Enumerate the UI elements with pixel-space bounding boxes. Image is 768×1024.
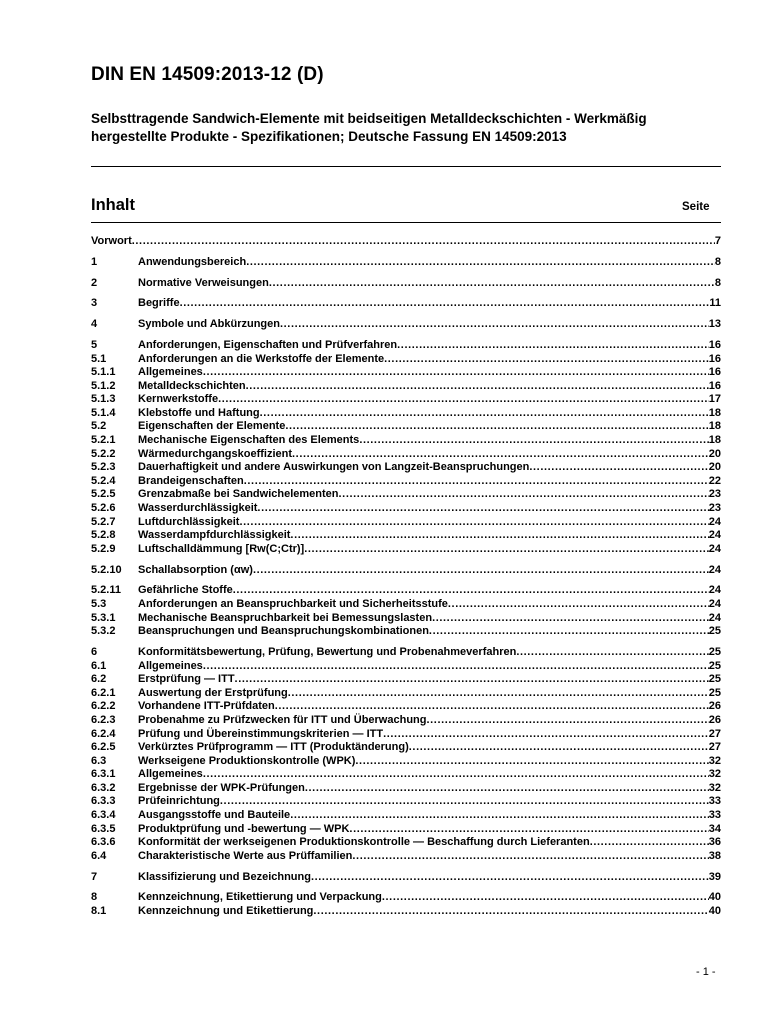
toc-dot-leader: [290, 529, 708, 543]
toc-dot-leader: [246, 256, 715, 270]
toc-entry-number: 5.2.4: [91, 474, 116, 487]
toc-entry-title: Luftschalldämmung [Rw(C;Ctr)]: [138, 542, 305, 555]
toc-dot-leader: [339, 488, 709, 502]
toc-entry-number: 5.1.3: [91, 393, 116, 406]
toc-entry[interactable]: [91, 461, 721, 475]
toc-entry-page: 25: [708, 686, 721, 699]
toc-entry-page: 18: [708, 406, 721, 419]
toc-entry[interactable]: [91, 871, 721, 885]
toc-dot-leader: [359, 434, 708, 448]
toc-entry-title: Normative Verweisungen: [138, 276, 269, 289]
toc-entry-title: Konformitätsbewertung, Prüfung, Bewertung und Probenahmeverfahren: [138, 645, 517, 658]
toc-entry-title: Mechanische Eigenschaften des Elements: [138, 434, 360, 447]
toc-entry[interactable]: [91, 795, 721, 809]
toc-dot-leader: [409, 741, 709, 755]
toc-entry-number: 6.2.5: [91, 741, 116, 754]
toc-entry-number: 8.1: [91, 905, 107, 917]
toc-entry[interactable]: [91, 598, 721, 612]
toc-entry-page: 23: [708, 502, 721, 515]
toc-entry-title: Kernwerkstoffe: [138, 393, 219, 406]
toc-entry-title: Vorwort: [91, 235, 132, 247]
table-of-contents: [91, 235, 721, 919]
toc-divider: [91, 222, 721, 223]
toc-entry[interactable]: [91, 488, 721, 502]
toc-entry-page: 25: [708, 625, 721, 638]
toc-dot-leader: [257, 502, 708, 516]
toc-dot-leader: [311, 871, 709, 885]
toc-entry[interactable]: [91, 823, 721, 837]
toc-entry-title: Anforderungen an die Werkstoffe der Elemente: [138, 352, 385, 365]
toc-dot-leader: [432, 612, 709, 626]
toc-dot-leader: [292, 448, 709, 462]
toc-entry[interactable]: [91, 625, 721, 639]
toc-entry-page: 20: [708, 461, 721, 474]
toc-entry-page: 32: [708, 781, 721, 794]
toc-entry-number: 5.1.2: [91, 379, 116, 392]
toc-dot-leader: [349, 823, 708, 837]
toc-dot-leader: [304, 543, 709, 557]
toc-entry-number: 5.1.4: [91, 406, 116, 419]
toc-entry-number: 6.1: [91, 659, 107, 672]
toc-entry[interactable]: [91, 529, 721, 543]
toc-entry-number: 6.3: [91, 754, 107, 767]
toc-entry-number: 5.1.1: [91, 366, 116, 379]
toc-entry-number: 5.2.2: [91, 447, 116, 460]
toc-dot-leader: [516, 646, 708, 660]
toc-entry[interactable]: [91, 564, 721, 578]
toc-entry-number: 5.2.9: [91, 542, 116, 555]
toc-entry-number: 4: [91, 318, 98, 331]
toc-entry-title: Kennzeichnung und Etikettierung: [138, 905, 314, 917]
toc-entry-page: 33: [708, 795, 721, 808]
toc-dot-leader: [383, 728, 709, 742]
toc-entry-number: 6.2.2: [91, 700, 116, 713]
toc-page-column-label: Seite: [682, 201, 710, 213]
toc-entry[interactable]: [91, 755, 721, 769]
page-number: - 1 -: [696, 966, 716, 978]
toc-entry-page: 24: [708, 563, 721, 576]
toc-entry-page: 24: [708, 515, 721, 528]
toc-entry-title: Begriffe: [138, 297, 180, 310]
toc-entry[interactable]: [91, 502, 721, 516]
toc-entry-page: 16: [708, 366, 721, 379]
toc-entry-title: Dauerhaftigkeit und andere Auswirkungen von Langzeit-Beanspruchungen: [138, 461, 530, 474]
toc-entry-page: 34: [708, 822, 721, 835]
toc-entry[interactable]: [91, 297, 721, 311]
toc-entry-number: 6.3.6: [91, 836, 116, 849]
toc-entry-page: 36: [708, 836, 721, 849]
toc-entry-number: 5.2: [91, 420, 107, 433]
toc-entry-title: Mechanische Beanspruchbarkeit bei Bemessungslasten: [138, 611, 433, 624]
toc-entry-number: 6.3.3: [91, 795, 116, 808]
toc-entry-number: 6.2.4: [91, 727, 116, 740]
toc-entry[interactable]: [91, 905, 721, 919]
toc-entry-number: 6.2.3: [91, 713, 116, 726]
toc-dot-leader: [352, 850, 708, 864]
toc-entry-page: 26: [708, 713, 721, 726]
toc-entry[interactable]: [91, 646, 721, 660]
toc-entry-title: Gefährliche Stoffe: [138, 584, 233, 597]
toc-entry-page: 27: [708, 741, 721, 754]
toc-dot-leader: [180, 297, 710, 311]
toc-entry-title: Schallabsorption (αw): [138, 563, 253, 576]
toc-entry-title: Klassifizierung und Bezeichnung: [138, 870, 311, 883]
toc-entry-page: 16: [708, 352, 721, 365]
toc-entry[interactable]: [91, 420, 721, 434]
toc-entry-page: 32: [708, 754, 721, 767]
toc-dot-leader: [235, 673, 709, 687]
toc-entry-number: 2: [91, 276, 98, 289]
toc-entry-title: Erstprüfung — ITT: [138, 673, 235, 686]
toc-entry-page: 24: [708, 584, 721, 597]
toc-entry[interactable]: [91, 366, 721, 380]
toc-entry-page: 24: [708, 529, 721, 542]
title-divider: [91, 166, 721, 167]
toc-dot-leader: [280, 318, 709, 332]
toc-entry[interactable]: [91, 407, 721, 421]
toc-entry[interactable]: [91, 741, 721, 755]
toc-dot-leader: [590, 836, 709, 850]
toc-entry-title: Brandeigenschaften: [138, 474, 244, 487]
toc-entry-title: Symbole und Abkürzungen: [138, 318, 280, 331]
document-subtitle: Selbsttragende Sandwich-Elemente mit beidseitigen Metalldeckschichten - Werkmäßig hergestellte Produkte - Spezifikationen; Deutsche Fassung EN 14509:2013: [91, 111, 647, 144]
toc-entry-title: Allgemeines: [138, 659, 203, 672]
toc-entry-number: 6.2: [91, 673, 107, 686]
toc-entry[interactable]: [91, 612, 721, 626]
toc-dot-leader: [290, 809, 709, 823]
toc-dot-leader: [305, 782, 709, 796]
toc-entry[interactable]: [91, 448, 721, 462]
toc-dot-leader: [203, 768, 709, 782]
toc-entry-title: Allgemeines: [138, 768, 203, 781]
toc-entry[interactable]: [91, 516, 721, 530]
toc-entry-number: 5.1: [91, 352, 107, 365]
toc-entry-page: 26: [708, 700, 721, 713]
toc-dot-leader: [239, 516, 708, 530]
toc-dot-leader: [269, 277, 715, 291]
toc-entry-page: 39: [708, 870, 721, 883]
toc-dot-leader: [529, 461, 708, 475]
toc-entry-number: 1: [91, 255, 98, 268]
toc-entry[interactable]: [91, 768, 721, 782]
toc-entry[interactable]: [91, 434, 721, 448]
toc-entry-title: Produktprüfung und -bewertung — WPK: [138, 822, 350, 835]
toc-entry-page: 40: [708, 891, 721, 904]
toc-entry-title: Klebstoffe und Haftung: [138, 406, 260, 419]
toc-entry-title: Allgemeines: [138, 366, 203, 379]
toc-entry-title: Beanspruchungen und Beanspruchungskombinationen: [138, 625, 429, 638]
toc-entry-title: Vorhandene ITT-Prüfdaten: [138, 700, 275, 713]
toc-dot-leader: [218, 393, 709, 407]
toc-entry-number: 6.3.5: [91, 822, 116, 835]
toc-entry-page: 18: [708, 434, 721, 447]
toc-entry[interactable]: [91, 353, 721, 367]
toc-entry-title: Auswertung der Erstprüfung: [138, 686, 288, 699]
toc-dot-leader: [313, 905, 708, 919]
toc-entry-number: 5.3: [91, 597, 107, 610]
toc-dot-leader: [288, 687, 709, 701]
toc-dot-leader: [384, 353, 709, 367]
toc-entry-title: Ausgangsstoffe und Bauteile: [138, 809, 291, 822]
toc-entry-page: 22: [708, 474, 721, 487]
toc-entry-title: Wasserdampfdurchlässigkeit: [138, 529, 291, 542]
toc-entry-number: 5.2.10: [91, 563, 122, 576]
toc-entry[interactable]: [91, 543, 721, 557]
toc-dot-leader: [426, 714, 708, 728]
toc-dot-leader: [285, 420, 708, 434]
toc-entry-number: 6.3.2: [91, 781, 116, 794]
toc-entry-title: Eigenschaften der Elemente: [138, 420, 286, 433]
toc-dot-leader: [233, 584, 709, 598]
toc-entry-title: Konformität der werkseigenen Produktionskontrolle — Beschaffung durch Lieferanten: [138, 836, 590, 849]
toc-entry[interactable]: [91, 700, 721, 714]
toc-entry-page: 25: [708, 673, 721, 686]
toc-entry-number: 5.2.8: [91, 529, 116, 542]
toc-entry-title: Probenahme zu Prüfzwecken für ITT und Überwachung: [138, 713, 427, 726]
toc-entry[interactable]: [91, 256, 721, 270]
toc-entry[interactable]: [91, 891, 721, 905]
document-title: DIN EN 14509:2013-12 (D): [91, 64, 324, 85]
toc-dot-leader: [203, 366, 709, 380]
toc-entry[interactable]: [91, 584, 721, 598]
toc-dot-leader: [355, 755, 708, 769]
toc-entry-title: Anwendungsbereich: [138, 255, 247, 268]
toc-entry-page: 32: [708, 768, 721, 781]
toc-entry-page: 33: [708, 809, 721, 822]
toc-entry-page: 18: [708, 420, 721, 433]
toc-entry-number: 5.3.1: [91, 611, 116, 624]
toc-entry[interactable]: [91, 380, 721, 394]
toc-entry-number: 6.3.4: [91, 809, 116, 822]
toc-entry-page: 8: [714, 255, 721, 268]
toc-entry-title: Ergebnisse der WPK-Prüfungen: [138, 781, 305, 794]
toc-entry[interactable]: [91, 809, 721, 823]
toc-entry-title: Verkürztes Prüfprogramm — ITT (Produktänderung): [138, 741, 409, 754]
toc-entry[interactable]: [91, 318, 721, 332]
toc-entry[interactable]: [91, 339, 721, 353]
toc-dot-leader: [382, 891, 709, 905]
toc-entry-number: 6.2.1: [91, 686, 116, 699]
toc-entry[interactable]: [91, 235, 721, 249]
toc-entry-title: Kennzeichnung, Etikettierung und Verpackung: [138, 891, 382, 904]
toc-entry-page: 40: [708, 905, 721, 917]
toc-entry-number: 5.2.11: [91, 584, 121, 597]
toc-dot-leader: [275, 700, 709, 714]
toc-entry[interactable]: [91, 393, 721, 407]
toc-entry-page: 24: [708, 611, 721, 624]
toc-entry-title: Anforderungen, Eigenschaften und Prüfverfahren: [138, 338, 398, 351]
toc-entry-title: Werkseigene Produktionskontrolle (WPK): [138, 754, 356, 767]
toc-entry-number: 3: [91, 297, 98, 310]
toc-entry[interactable]: [91, 277, 721, 291]
toc-entry-page: 8: [714, 276, 721, 289]
toc-dot-leader: [246, 380, 709, 394]
toc-entry-page: 38: [708, 849, 721, 862]
toc-entry-page: 7: [714, 235, 721, 247]
toc-entry-page: 23: [708, 488, 721, 501]
toc-entry[interactable]: [91, 728, 721, 742]
toc-dot-leader: [448, 598, 709, 612]
toc-entry-page: 20: [708, 447, 721, 460]
toc-entry[interactable]: [91, 714, 721, 728]
toc-entry[interactable]: [91, 850, 721, 864]
toc-entry[interactable]: [91, 673, 721, 687]
toc-entry-number: 5.3.2: [91, 625, 116, 638]
toc-entry-number: 6.4: [91, 849, 107, 862]
toc-dot-leader: [429, 625, 709, 639]
toc-entry-page: 17: [708, 393, 721, 406]
toc-entry-page: 25: [708, 645, 721, 658]
toc-entry-title: Charakteristische Werte aus Prüffamilien: [138, 849, 353, 862]
toc-entry-number: 5.2.3: [91, 461, 116, 474]
toc-entry-title: Prüfung und Übereinstimmungskriterien — ITT: [138, 727, 384, 740]
toc-entry-page: 16: [708, 338, 721, 351]
toc-entry-page: 24: [708, 597, 721, 610]
toc-entry-page: 16: [708, 379, 721, 392]
toc-dot-leader: [244, 475, 709, 489]
toc-dot-leader: [203, 660, 709, 674]
toc-entry-title: Wärmedurchgangskoeffizient: [138, 447, 293, 460]
toc-entry-page: 13: [708, 318, 721, 331]
toc-entry-title: Luftdurchlässigkeit: [138, 515, 240, 528]
toc-entry[interactable]: [91, 836, 721, 850]
toc-entry[interactable]: [91, 660, 721, 674]
toc-entry[interactable]: [91, 475, 721, 489]
toc-dot-leader: [397, 339, 709, 353]
toc-entry-title: Anforderungen an Beanspruchbarkeit und Sicherheitsstufe: [138, 597, 448, 610]
toc-entry-title: Prüfeinrichtung: [138, 795, 220, 808]
toc-dot-leader: [260, 407, 709, 421]
toc-entry-number: 7: [91, 870, 98, 883]
toc-entry-title: Metalldeckschichten: [138, 379, 246, 392]
toc-entry-number: 5: [91, 338, 98, 351]
toc-entry[interactable]: [91, 687, 721, 701]
toc-entry-page: 24: [708, 542, 721, 555]
toc-entry-number: 5.2.6: [91, 502, 116, 515]
toc-entry-number: 5.2.5: [91, 488, 116, 501]
toc-entry-number: 8: [91, 891, 98, 904]
toc-entry-number: 6.3.1: [91, 768, 116, 781]
toc-entry-title: Wasserdurchlässigkeit: [138, 502, 258, 515]
toc-dot-leader: [253, 564, 709, 578]
toc-entry-number: 5.2.7: [91, 515, 116, 528]
toc-entry-page: 11: [709, 297, 721, 310]
toc-entry-page: 27: [708, 727, 721, 740]
toc-dot-leader: [220, 795, 709, 809]
toc-entry-title: Grenzabmaße bei Sandwichelementen: [138, 488, 339, 501]
toc-heading: Inhalt: [91, 196, 135, 214]
toc-entry-number: 5.2.1: [91, 434, 116, 447]
toc-entry[interactable]: [91, 782, 721, 796]
toc-dot-leader: [132, 235, 715, 249]
toc-entry-page: 25: [708, 659, 721, 672]
toc-entry-number: 6: [91, 645, 98, 658]
